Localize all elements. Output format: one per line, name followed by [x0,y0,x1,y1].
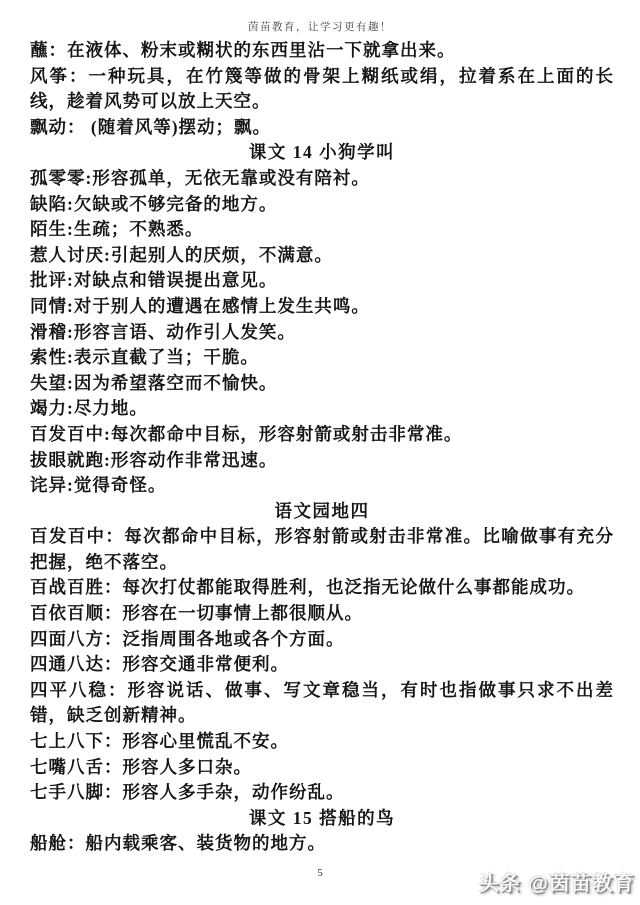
definition-entry: 拔眼就跑:形容动作非常迅速。 [30,449,278,470]
definition-entry: 蘸：在液体、粉末或糊状的东西里沾一下就拿出来。 [30,40,456,60]
toutiao-watermark: 头条 @茵苗教育 [478,872,635,895]
definition-entry: 百战百胜：每次打仗都能取得胜利，也泛指无论做什么事都能成功。 [30,577,585,598]
definition-entry: 飘动： (随着风等)摆动；飘。 [30,116,272,137]
definition-entry: 四面八方：泛指周围各地或各个方面。 [30,628,345,649]
definition-entry: 百依百顺：形容在一切事情上都很顺从。 [30,603,363,624]
definition-entry: 七上八下：形容心里慌乱不安。 [30,731,289,752]
definition-entry: 批评:对缺点和错误提出意见。 [30,270,278,291]
section-heading: 课文 15 搭船的鸟 [248,807,396,828]
definition-entry: 孤零零:形容孤单，无依无靠或没有陪衬。 [30,167,370,188]
definition-entry: 四通八达：形容交通非常便利。 [30,654,289,675]
definition-entry: 诧异:觉得奇怪。 [30,475,167,496]
definition-entry: 失望:因为希望落空而不愉快。 [30,372,278,393]
site-header-slogan: 茵苗教育，让学习更有趣！ [248,22,392,33]
section-heading: 课文 14 小狗学叫 [248,142,396,163]
definition-entry: 同情:对于别人的遭遇在感情上发生共鸣。 [30,295,370,316]
definitions-content [30,38,614,857]
definition-entry: 七手八脚：形容人多手杂，动作纷乱。 [30,782,345,803]
definition-entry: 缺陷:欠缺或不够完备的地方。 [30,193,278,214]
definition-entry: 索性:表示直截了当；干脆。 [30,347,259,368]
definition-entry: 船舱：船内载乘客、装货物的地方。 [30,833,326,854]
definition-entry: 陌生:生疏；不熟悉。 [30,219,204,240]
definition-entry: 七嘴八舌：形容人多口杂。 [30,756,252,777]
definition-entry: 竭力:尽力地。 [30,398,148,419]
section-heading: 语文园地四 [274,500,370,521]
definition-entry: 滑稽:形容言语、动作引人发笑。 [30,321,296,342]
page-number: 5 [317,867,323,879]
definition-entry: 百发百中:每次都命中目标，形容射箭或射击非常准。 [30,423,463,444]
definition-entry: 四平八稳：形容说话、做事、写文章稳当，有时也指做事只求不出差错，缺乏创新精神。 [30,679,614,726]
definition-entry: 惹人讨厌:引起别人的厌烦，不满意。 [30,244,333,265]
definition-entry: 百发百中：每次都命中目标，形容射箭或射击非常准。比喻做事有充分把握，绝不落空。 [30,526,614,572]
definition-entry: 风筝：一种玩具，在竹篾等做的骨架上糊纸或绢，拉着系在上面的长线，趁着风势可以放上天空。 [30,65,614,112]
